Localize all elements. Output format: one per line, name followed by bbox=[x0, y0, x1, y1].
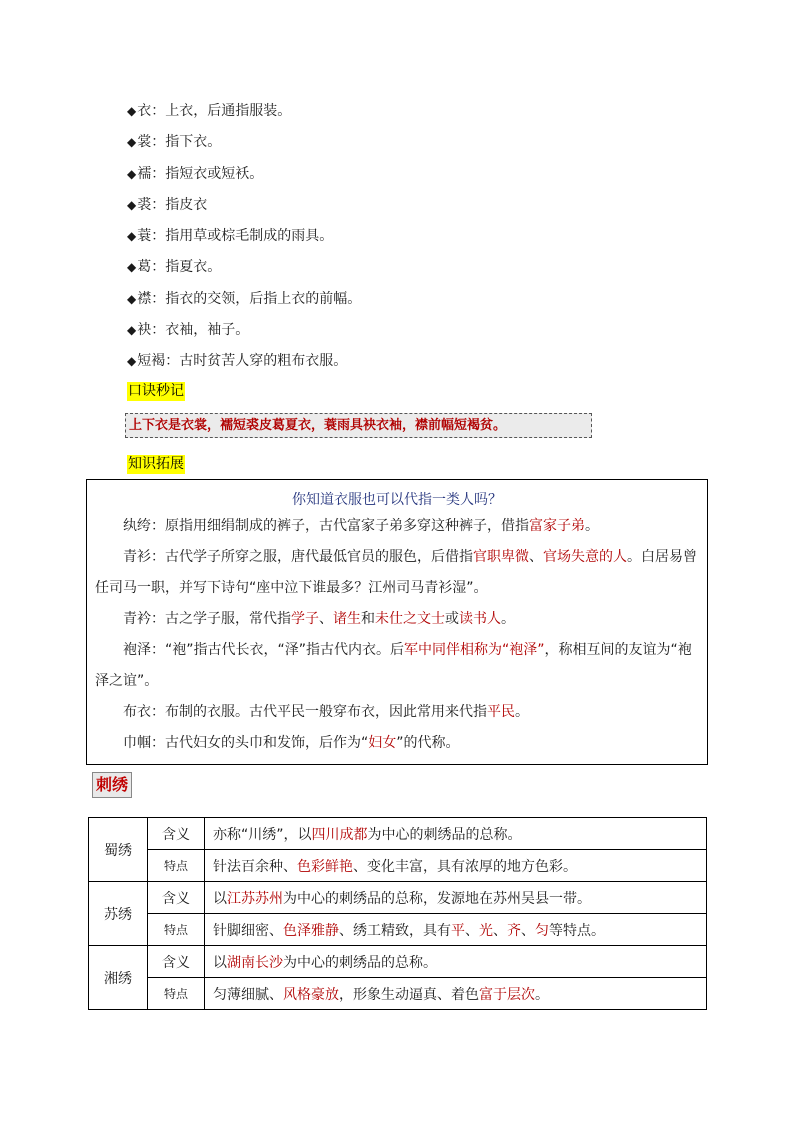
highlighted-text: 官职卑微 bbox=[473, 549, 529, 565]
definition-separator: ： bbox=[151, 165, 166, 182]
highlighted-text: 富于层次 bbox=[479, 986, 535, 1003]
definition-text: 指皮衣 bbox=[165, 196, 208, 213]
table-row bbox=[89, 914, 707, 946]
description-cell bbox=[205, 946, 707, 978]
knowledge-extension-box bbox=[86, 479, 708, 765]
definition-item bbox=[127, 159, 361, 190]
definition-text: 指下衣。 bbox=[165, 134, 222, 151]
table-row bbox=[89, 818, 707, 850]
text-segment: 和 bbox=[361, 611, 375, 627]
text-segment: 以 bbox=[213, 890, 227, 907]
highlighted-text: 官场失意的人 bbox=[543, 549, 627, 565]
diamond-bullet-icon: ◆ bbox=[127, 354, 137, 369]
text-segment: 亦称“川绣”，以 bbox=[213, 826, 312, 843]
highlighted-text: 诸生 bbox=[333, 611, 361, 627]
text-segment: 、 bbox=[465, 922, 479, 939]
extension-paragraph bbox=[87, 542, 707, 604]
definition-separator: ： bbox=[151, 259, 166, 276]
diamond-bullet-icon: ◆ bbox=[127, 291, 137, 306]
text-segment: 为中心的刺绣品的总称。 bbox=[367, 826, 522, 843]
definition-item bbox=[127, 252, 361, 283]
definition-separator: ： bbox=[151, 322, 166, 339]
extension-label: 知识拓展 bbox=[128, 456, 184, 472]
extension-paragraph bbox=[87, 604, 707, 635]
table-row bbox=[89, 850, 707, 882]
definition-text: 衣袖，袖子。 bbox=[165, 322, 250, 339]
text-segment: ，形象生动逼真、着色 bbox=[339, 986, 479, 1003]
definition-list bbox=[127, 96, 361, 378]
text-segment: 袍泽：“袍”指古代长衣，“泽”指古代内衣。后 bbox=[123, 642, 405, 658]
description-cell bbox=[205, 978, 707, 1010]
diamond-bullet-icon: ◆ bbox=[127, 323, 137, 338]
definition-text: 指衣的交领，后指上衣的前幅。 bbox=[165, 290, 362, 307]
extension-paragraph bbox=[87, 511, 707, 542]
text-segment: 、 bbox=[319, 611, 333, 627]
table-row bbox=[89, 882, 707, 914]
description-cell bbox=[205, 818, 707, 850]
text-segment: 。 bbox=[515, 704, 529, 720]
text-segment: 、 bbox=[521, 922, 535, 939]
definition-term: 襦 bbox=[137, 165, 152, 182]
text-segment: 针法百余种、 bbox=[213, 858, 297, 875]
highlighted-text: 江苏苏州 bbox=[227, 890, 283, 907]
highlighted-text: 平 bbox=[451, 922, 465, 939]
region-cell: 苏绣 bbox=[89, 882, 148, 946]
text-segment: 、 bbox=[529, 549, 543, 565]
definition-item bbox=[127, 315, 361, 346]
definition-item bbox=[127, 221, 361, 252]
text-segment: 纨绔：原指用细绢制成的裤子，古代富家子弟多穿这种裤子，借指 bbox=[123, 518, 529, 534]
text-segment: 、变化丰富，具有浓厚的地方色彩。 bbox=[353, 858, 577, 875]
highlighted-text: 未仕之文士 bbox=[375, 611, 445, 627]
attribute-cell: 含义 bbox=[148, 882, 205, 914]
text-segment: 为中心的刺绣品的总称，发源地在苏州吴县一带。 bbox=[283, 890, 591, 907]
highlighted-text: 学子 bbox=[291, 611, 319, 627]
definition-term: 襟 bbox=[137, 290, 152, 307]
description-cell bbox=[205, 914, 707, 946]
diamond-bullet-icon: ◆ bbox=[127, 104, 137, 118]
highlighted-text: 齐 bbox=[507, 922, 521, 939]
text-segment: 、绣工精致，具有 bbox=[339, 922, 451, 939]
text-segment: 匀薄细腻、 bbox=[213, 986, 283, 1003]
text-segment: 。白居易曾任司马一职，并写下诗句“座中泣下谁最多？江州司马青衫湿”。 bbox=[95, 549, 697, 596]
definition-text: 古时贫苦人穿的粗布衣服。 bbox=[179, 353, 348, 370]
extension-paragraph bbox=[87, 635, 707, 697]
definition-separator: ： bbox=[165, 353, 180, 370]
table-row bbox=[89, 946, 707, 978]
highlighted-text: 读书人 bbox=[459, 611, 501, 627]
definition-separator: ： bbox=[151, 103, 166, 119]
definition-item bbox=[127, 346, 361, 377]
extension-paragraph bbox=[87, 728, 707, 759]
definition-term: 蓑 bbox=[137, 228, 152, 245]
text-segment: ，称相互间的友谊为“袍泽之谊”。 bbox=[95, 642, 692, 689]
region-cell: 蜀绣 bbox=[89, 818, 148, 882]
region-cell: 湘绣 bbox=[89, 946, 148, 1010]
extension-paragraph bbox=[87, 697, 707, 728]
description-cell bbox=[205, 850, 707, 882]
definition-term: 裳 bbox=[137, 134, 152, 151]
attribute-cell: 特点 bbox=[148, 850, 205, 882]
definition-separator: ： bbox=[151, 290, 166, 307]
highlighted-text: 富家子弟 bbox=[529, 518, 585, 534]
extension-paragraphs bbox=[87, 511, 707, 759]
description-cell bbox=[205, 882, 707, 914]
definition-item bbox=[127, 190, 361, 221]
definition-term: 衣 bbox=[137, 103, 152, 119]
text-segment: 巾帼：古代妇女的头巾和发饰，后作为“ bbox=[123, 735, 369, 751]
text-segment: 。 bbox=[535, 986, 549, 1003]
highlighted-text: 色彩鲜艳 bbox=[297, 858, 353, 875]
definition-term: 袂 bbox=[137, 322, 152, 339]
highlighted-text: 匀 bbox=[535, 922, 549, 939]
highlighted-text: 平民 bbox=[487, 704, 515, 720]
text-segment: 以 bbox=[213, 954, 227, 971]
highlighted-text: 军中同伴相称为“袍泽” bbox=[404, 642, 545, 658]
text-segment: 青衫：古代学子所穿之服，唐代最低官员的服色，后借指 bbox=[123, 549, 473, 565]
definition-text: 指短衣或短袄。 bbox=[165, 165, 264, 182]
attribute-cell: 含义 bbox=[148, 818, 205, 850]
text-segment: 针脚细密、 bbox=[213, 922, 283, 939]
extension-title: 你知道衣服也可以代指一类人吗？ bbox=[292, 492, 502, 508]
definition-separator: ： bbox=[151, 134, 166, 151]
text-segment: 。 bbox=[501, 611, 515, 627]
highlighted-text: 风格豪放 bbox=[283, 986, 339, 1003]
text-segment: 、 bbox=[493, 922, 507, 939]
attribute-cell: 含义 bbox=[148, 946, 205, 978]
definition-item bbox=[127, 284, 361, 315]
text-segment: 等特点。 bbox=[549, 922, 605, 939]
text-segment: 青衿：古之学子服，常代指 bbox=[123, 611, 291, 627]
attribute-cell: 特点 bbox=[148, 914, 205, 946]
text-segment: 或 bbox=[445, 611, 459, 627]
embroidery-table bbox=[88, 817, 707, 1010]
embroidery-title: 刺绣 bbox=[92, 772, 132, 798]
diamond-bullet-icon: ◆ bbox=[127, 229, 137, 244]
definition-term: 葛 bbox=[137, 259, 152, 276]
definition-separator: ： bbox=[151, 196, 166, 213]
text-segment: 。 bbox=[585, 518, 599, 534]
text-segment: 为中心的刺绣品的总称。 bbox=[283, 954, 437, 971]
definition-item bbox=[127, 127, 361, 158]
mnemonic-box: 上下衣是衣裳，襦短裘皮葛夏衣，蓑雨具袂衣袖，襟前幅短褐贫。 bbox=[125, 413, 592, 438]
definition-term: 短褐 bbox=[137, 353, 166, 370]
highlighted-text: 湖南长沙 bbox=[227, 954, 283, 971]
highlighted-text: 妇女 bbox=[368, 735, 397, 751]
text-segment: ”的代称。 bbox=[396, 735, 460, 751]
diamond-bullet-icon: ◆ bbox=[127, 166, 137, 181]
highlighted-text: 色泽雅静 bbox=[283, 922, 339, 939]
text-segment: 布衣：布制的衣服。古代平民一般穿布衣，因此常用来代指 bbox=[123, 704, 487, 720]
definition-text: 上衣，后通指服装。 bbox=[165, 103, 292, 119]
attribute-cell: 特点 bbox=[148, 978, 205, 1010]
definition-term: 裘 bbox=[137, 196, 152, 213]
definition-text: 指用草或棕毛制成的雨具。 bbox=[165, 228, 334, 245]
diamond-bullet-icon: ◆ bbox=[127, 260, 137, 275]
definition-item bbox=[127, 96, 361, 127]
diamond-bullet-icon: ◆ bbox=[127, 197, 137, 212]
table-row bbox=[89, 978, 707, 1010]
diamond-bullet-icon: ◆ bbox=[127, 135, 137, 150]
highlighted-text: 四川成都 bbox=[311, 826, 368, 843]
mnemonic-label: 口诀秒记 bbox=[128, 383, 184, 399]
definition-separator: ： bbox=[151, 228, 166, 245]
highlighted-text: 光 bbox=[479, 922, 493, 939]
definition-text: 指夏衣。 bbox=[165, 259, 222, 276]
